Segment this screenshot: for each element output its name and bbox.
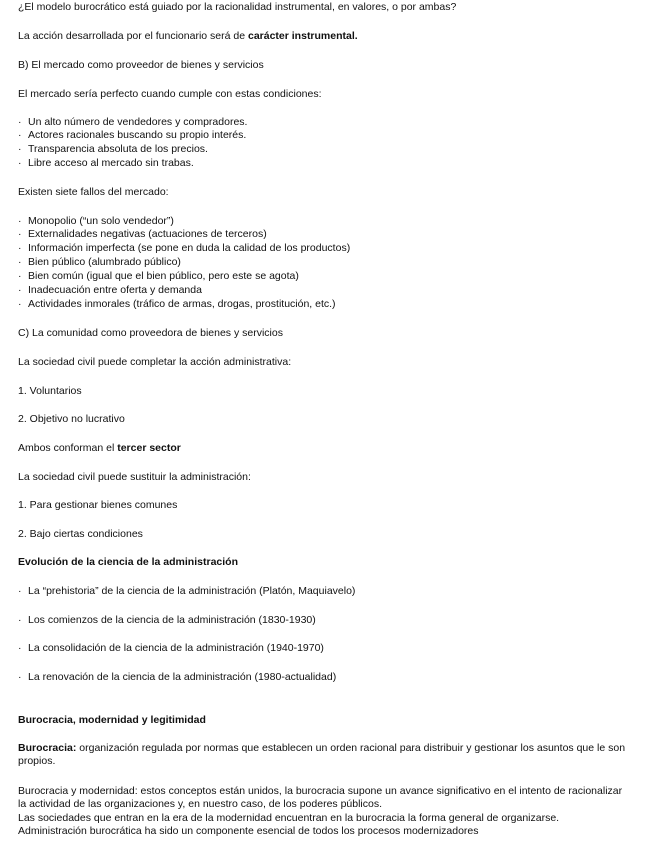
ambos-paragraph <box>18 442 181 455</box>
accion-paragraph <box>18 30 358 43</box>
sustituir-item: 1. Para gestionar bienes comunes <box>18 499 178 511</box>
evolucion-item: · La consolidación de la ciencia de la administración (1940-1970) <box>18 642 324 655</box>
fallo-item: · Externalidades negativas (actuaciones de terceros) <box>18 228 267 241</box>
condition-item: · Libre acceso al mercado sin trabas. <box>18 157 194 170</box>
section-b-heading: B) El mercado como proveedor de bienes y servicios <box>18 59 264 71</box>
question-model: ¿El modelo burocrático está guiado por la racionalidad instrumental, en valores, o por ambas? <box>18 1 457 13</box>
burocracia-term: Burocracia: <box>18 742 77 754</box>
accion-text: La acción desarrollada por el funcionario será de <box>18 30 248 42</box>
condition-item: · Transparencia absoluta de los precios. <box>18 143 208 156</box>
burocracia-modernidad-2: Las sociedades que entran en la era de la modernidad encuentran en la burocracia la forma general de organizarse. Administración burocrática ha sido un componente esencial de todos los procesos modernizadores <box>18 812 560 837</box>
evolucion-heading <box>18 556 238 569</box>
sustituir-item: 2. Bajo ciertas condiciones <box>18 528 143 540</box>
completar-item: 1. Voluntarios <box>18 385 82 397</box>
ambos-text: Ambos conforman el <box>18 442 118 454</box>
fallo-item: · Bien común (igual que el bien público, pero este se agota) <box>18 270 299 283</box>
completar-item: 2. Objetivo no lucrativo <box>18 413 125 425</box>
burocracia-heading <box>18 714 206 727</box>
evolucion-item: · Los comienzos de la ciencia de la administración (1830-1930) <box>18 614 316 627</box>
evolucion-item: · La “prehistoria” de la ciencia de la administración (Platón, Maquiavelo) <box>18 585 355 598</box>
fallo-item: · Actividades inmorales (tráfico de armas, drogas, prostitución, etc.) <box>18 298 336 311</box>
evolucion-item: · La renovación de la ciencia de la administración (1980-actualidad) <box>18 671 336 684</box>
fallo-item: · Inadecuación entre oferta y demanda <box>18 284 202 297</box>
fallo-item: · Información imperfecta (se pone en duda la calidad de los productos) <box>18 242 350 255</box>
evolucion-title: Evolución de la ciencia de la administración <box>18 556 238 568</box>
burocracia-modernidad-1: Burocracia y modernidad: estos conceptos están unidos, la burocracia supone un avance significativo en el intento de racionalizar la actividad de las organizaciones y, en nuestro caso, de los poderes públicos. <box>18 785 623 810</box>
condition-item: · Actores racionales buscando su propio interés. <box>18 129 246 142</box>
completar-text: La sociedad civil puede completar la acción administrativa: <box>18 356 292 368</box>
condition-item: · Un alto número de vendedores y compradores. <box>18 116 247 129</box>
burocracia-definition-text: organización regulada por normas que establecen un orden racional para distribuir y gestionar los asuntos que le son propios. <box>18 742 626 767</box>
fallo-item: · Bien público (alumbrado público) <box>18 256 181 269</box>
burocracia-definition <box>18 742 630 768</box>
section-c-heading: C) La comunidad como proveedora de bienes y servicios <box>18 327 283 339</box>
ambos-bold: tercer sector <box>117 442 181 454</box>
sustituir-text: La sociedad civil puede sustituir la administración: <box>18 471 251 483</box>
fallo-item: · Monopolio (“un solo vendedor”) <box>18 215 174 228</box>
mercado-perfecto-text: El mercado sería perfecto cuando cumple con estas condiciones: <box>18 88 322 100</box>
fallos-intro: Existen siete fallos del mercado: <box>18 186 169 198</box>
burocracia-title: Burocracia, modernidad y legitimidad <box>18 714 206 726</box>
accion-bold: carácter instrumental. <box>247 30 358 42</box>
